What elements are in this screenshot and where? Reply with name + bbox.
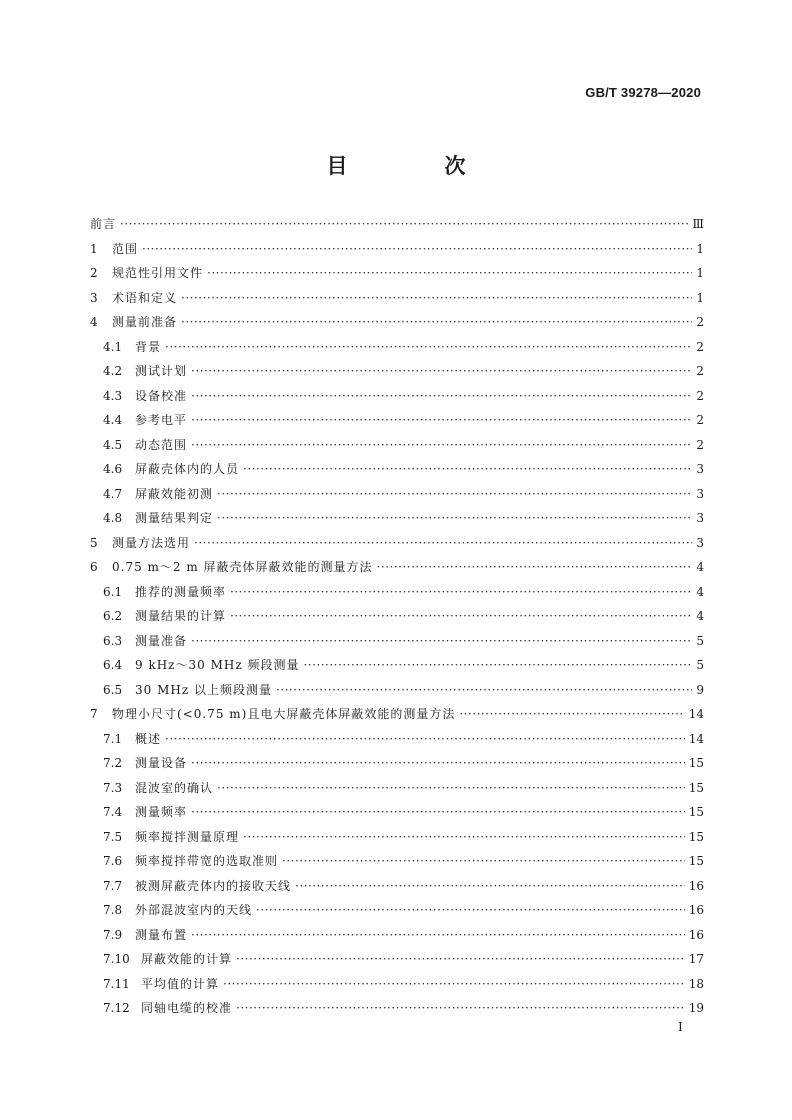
toc-entry-number: 7.10 bbox=[103, 952, 130, 966]
toc-leader-dots bbox=[194, 531, 692, 556]
toc-entry-page: 15 bbox=[688, 805, 704, 819]
toc-leader-dots bbox=[191, 629, 692, 654]
toc-entry-label: 测量前准备 bbox=[112, 315, 178, 329]
toc-entry-number: 6 bbox=[90, 560, 98, 574]
toc-entry-label: 测量方法选用 bbox=[112, 535, 191, 550]
toc-entry-number: 5 bbox=[90, 535, 98, 550]
toc-entry[interactable] bbox=[90, 825, 704, 850]
toc-leader-dots bbox=[217, 506, 692, 531]
toc-entry[interactable] bbox=[90, 384, 704, 409]
toc-entry-page: 14 bbox=[688, 707, 704, 721]
document-code: GB/T 39278—2020 bbox=[585, 85, 701, 100]
toc-entry-page: 2 bbox=[696, 413, 704, 427]
toc-leader-dots bbox=[236, 996, 685, 1021]
toc-entry[interactable] bbox=[90, 996, 704, 1021]
toc-leader-dots bbox=[217, 776, 685, 801]
toc-entry-number: 4.2 bbox=[103, 364, 123, 378]
toc-entry[interactable] bbox=[90, 531, 704, 556]
toc-leader-dots bbox=[243, 457, 692, 482]
toc-entry-label: 范围 bbox=[112, 241, 139, 256]
toc-leader-dots bbox=[230, 604, 692, 629]
toc-leader-dots bbox=[191, 923, 685, 948]
toc-leader-dots bbox=[181, 286, 692, 311]
toc-leader-dots bbox=[243, 825, 685, 850]
toc-entry-number: 7.12 bbox=[103, 1001, 130, 1015]
toc-leader-dots bbox=[230, 580, 692, 605]
toc-entry-label: 被测屏蔽壳体内的接收天线 bbox=[135, 878, 292, 893]
toc-entry-number: 7.3 bbox=[103, 780, 123, 795]
toc-entry[interactable] bbox=[90, 678, 704, 703]
toc-entry-number: 7.1 bbox=[103, 731, 123, 746]
toc-leader-dots bbox=[181, 310, 692, 335]
toc-entry-number: 7.5 bbox=[103, 829, 123, 844]
toc-entry-page: Ⅲ bbox=[692, 217, 704, 231]
toc-entry-label: 测量结果的计算 bbox=[135, 609, 227, 623]
toc-entry-label: 外部混波室内的天线 bbox=[135, 903, 253, 917]
toc-entry-label: 频率搅拌带宽的选取准则 bbox=[135, 854, 279, 868]
toc-entry-page: 15 bbox=[688, 854, 704, 868]
toc-entry-number: 4.5 bbox=[103, 437, 123, 452]
toc-entry-page: 15 bbox=[688, 756, 704, 770]
toc-entry[interactable] bbox=[90, 776, 704, 801]
toc-entry-page: 4 bbox=[696, 560, 704, 574]
toc-leader-dots bbox=[236, 947, 685, 972]
page-title: 目 次 bbox=[326, 154, 504, 178]
toc-entry-label: 推荐的测量频率 bbox=[135, 584, 227, 599]
toc-entry-label: 术语和定义 bbox=[112, 290, 178, 305]
toc-entry[interactable] bbox=[90, 800, 704, 825]
toc-entry-page: 16 bbox=[688, 927, 704, 942]
toc-entry-page: 9 bbox=[696, 682, 704, 697]
toc-leader-dots bbox=[120, 212, 688, 237]
toc-entry-page: 15 bbox=[688, 829, 704, 844]
toc-entry[interactable] bbox=[90, 359, 704, 384]
toc-entry-page: 2 bbox=[696, 315, 704, 329]
toc-entry[interactable] bbox=[90, 433, 704, 458]
toc-leader-dots bbox=[191, 359, 692, 384]
toc-entry-number: 7.8 bbox=[103, 903, 123, 917]
toc-entry-number: 6.5 bbox=[103, 682, 123, 697]
toc-entry-page: 17 bbox=[688, 952, 704, 966]
toc-entry[interactable] bbox=[90, 923, 704, 948]
page-number: I bbox=[678, 1020, 683, 1034]
toc-entry-number: 4.3 bbox=[103, 388, 123, 403]
toc-entry-number: 4.7 bbox=[103, 486, 123, 501]
toc-entry-page: 16 bbox=[688, 878, 704, 893]
toc-entry-number: 6.4 bbox=[103, 658, 123, 672]
toc-entry-page: 19 bbox=[688, 1001, 704, 1015]
toc-entry[interactable] bbox=[90, 898, 704, 923]
toc-entry[interactable] bbox=[90, 555, 704, 580]
toc-entry-label: 同轴电缆的校准 bbox=[141, 1001, 233, 1015]
toc-leader-dots bbox=[191, 800, 685, 825]
toc-entry-page: 1 bbox=[696, 290, 704, 305]
toc-entry-page: 5 bbox=[696, 633, 704, 648]
toc-entry-label: 物理小尺寸(<0.75 m)且电大屏蔽壳体屏蔽效能的测量方法 bbox=[112, 707, 456, 721]
toc-entry-label: 测量准备 bbox=[135, 633, 188, 648]
toc-entry-label: 测试计划 bbox=[135, 364, 188, 378]
toc-leader-dots bbox=[217, 482, 692, 507]
toc-entry-label: 屏蔽壳体内的人员 bbox=[135, 462, 240, 476]
toc-entry-number: 7.11 bbox=[103, 976, 130, 991]
toc-entry-label: 测量结果判定 bbox=[135, 511, 214, 525]
toc-entry-page: 2 bbox=[696, 437, 704, 452]
toc-entry[interactable] bbox=[90, 727, 704, 752]
toc-entry-label: 动态范围 bbox=[135, 437, 188, 452]
toc-entry-number: 4.6 bbox=[103, 462, 123, 476]
toc-entry-number: 2 bbox=[90, 266, 98, 280]
toc-entry-number: 6.1 bbox=[103, 584, 123, 599]
toc-entry-number: 4.8 bbox=[103, 511, 123, 525]
toc-entry-label: 0.75 m～2 m 屏蔽壳体屏蔽效能的测量方法 bbox=[112, 560, 373, 574]
toc-entry-number: 7.7 bbox=[103, 878, 123, 893]
toc-entry-number: 7.6 bbox=[103, 854, 123, 868]
toc-entry-number: 4.1 bbox=[103, 339, 123, 354]
toc-entry[interactable] bbox=[90, 237, 704, 262]
toc-entry-label: 频率搅拌测量原理 bbox=[135, 829, 240, 844]
toc-entry[interactable] bbox=[90, 506, 704, 531]
toc-entry[interactable] bbox=[90, 580, 704, 605]
toc-leader-dots bbox=[295, 874, 685, 899]
toc-leader-dots bbox=[282, 849, 685, 874]
toc-entry-number: 7.4 bbox=[103, 805, 123, 819]
toc-entry[interactable] bbox=[90, 849, 704, 874]
toc-entry-number: 6.2 bbox=[103, 609, 123, 623]
toc-entry[interactable] bbox=[90, 408, 704, 433]
toc-entry-label: 屏蔽效能的计算 bbox=[141, 952, 233, 966]
toc-entry[interactable] bbox=[90, 947, 704, 972]
toc-leader-dots bbox=[142, 237, 692, 262]
toc-entry-page: 2 bbox=[696, 388, 704, 403]
toc-entry-page: 18 bbox=[688, 976, 704, 991]
toc-entry[interactable] bbox=[90, 310, 704, 335]
toc-entry[interactable] bbox=[90, 457, 704, 482]
toc-entry[interactable] bbox=[90, 212, 704, 237]
toc-entry-number: 7.9 bbox=[103, 927, 123, 942]
toc-entry-label: 参考电平 bbox=[135, 413, 188, 427]
toc-entry-label: 背景 bbox=[135, 339, 162, 354]
toc-entry-label: 设备校准 bbox=[135, 388, 188, 403]
toc-entry[interactable] bbox=[90, 751, 704, 776]
toc-entry[interactable] bbox=[90, 482, 704, 507]
toc-entry-page: 14 bbox=[688, 731, 704, 746]
toc-entry-page: 16 bbox=[688, 903, 704, 917]
toc-leader-dots bbox=[303, 653, 692, 678]
toc-entry[interactable] bbox=[90, 286, 704, 311]
toc-entry-number: 7 bbox=[90, 707, 98, 721]
toc-entry-page: 3 bbox=[696, 486, 704, 501]
toc-entry-label: 9 kHz～30 MHz 频段测量 bbox=[135, 658, 300, 672]
toc-leader-dots bbox=[377, 555, 692, 580]
toc-entry[interactable] bbox=[90, 604, 704, 629]
toc-entry-label: 测量布置 bbox=[135, 927, 188, 942]
toc-entry-page: 3 bbox=[696, 511, 704, 525]
toc-entry-label: 30 MHz 以上频段测量 bbox=[135, 682, 272, 697]
toc-entry-label: 平均值的计算 bbox=[141, 976, 220, 991]
toc-leader-dots bbox=[223, 972, 685, 997]
toc-entry-page: 3 bbox=[696, 462, 704, 476]
toc-entry-page: 15 bbox=[688, 780, 704, 795]
toc-leader-dots bbox=[191, 384, 692, 409]
toc-leader-dots bbox=[459, 702, 684, 727]
toc-entry-page: 2 bbox=[696, 339, 704, 354]
toc-entry-number: 3 bbox=[90, 290, 98, 305]
toc-entry[interactable] bbox=[90, 653, 704, 678]
toc-leader-dots bbox=[276, 678, 692, 703]
toc-entry-label: 规范性引用文件 bbox=[112, 266, 204, 280]
toc-entry[interactable] bbox=[90, 261, 704, 286]
toc-entry-label: 屏蔽效能初测 bbox=[135, 486, 214, 501]
toc-entry-page: 4 bbox=[696, 584, 704, 599]
toc-entry[interactable] bbox=[90, 874, 704, 899]
toc-entry-number: 4.4 bbox=[103, 413, 123, 427]
toc-entry[interactable] bbox=[90, 702, 704, 727]
toc-entry-number: 1 bbox=[90, 241, 98, 256]
toc-entry-label: 前言 bbox=[90, 217, 117, 231]
toc-entry-page: 2 bbox=[696, 364, 704, 378]
toc-entry-page: 1 bbox=[696, 266, 704, 280]
toc-entry-label: 测量设备 bbox=[135, 756, 188, 770]
toc-leader-dots bbox=[165, 727, 685, 752]
toc-leader-dots bbox=[191, 751, 685, 776]
toc-leader-dots bbox=[191, 433, 692, 458]
toc-entry[interactable] bbox=[90, 629, 704, 654]
toc-entry-number: 6.3 bbox=[103, 633, 123, 648]
toc-entry-page: 3 bbox=[696, 535, 704, 550]
toc-entry-label: 测量频率 bbox=[135, 805, 188, 819]
toc-leader-dots bbox=[256, 898, 685, 923]
toc-entry-number: 4 bbox=[90, 315, 98, 329]
toc-entry-page: 5 bbox=[696, 658, 704, 672]
toc-entry-page: 1 bbox=[696, 241, 704, 256]
toc-entry[interactable] bbox=[90, 335, 704, 360]
toc-entry-label: 概述 bbox=[135, 731, 162, 746]
toc-leader-dots bbox=[191, 408, 692, 433]
toc-entry[interactable] bbox=[90, 972, 704, 997]
table-of-contents bbox=[90, 212, 704, 1021]
toc-leader-dots bbox=[207, 261, 692, 286]
toc-entry-number: 7.2 bbox=[103, 756, 123, 770]
toc-leader-dots bbox=[165, 335, 692, 360]
toc-entry-label: 混波室的确认 bbox=[135, 780, 214, 795]
toc-entry-page: 4 bbox=[696, 609, 704, 623]
